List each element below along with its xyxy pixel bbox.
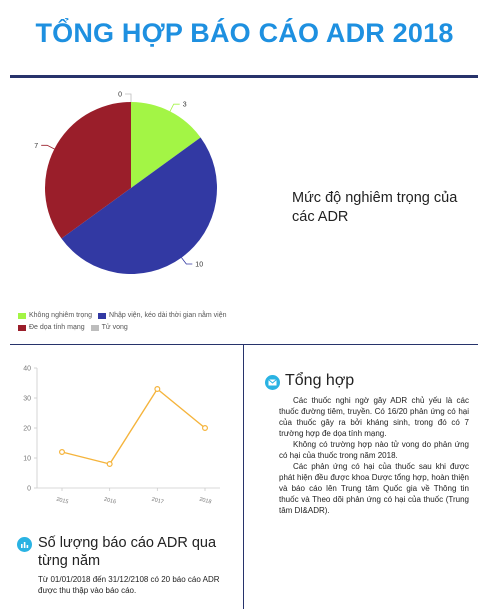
summary-heading: Tổng hợp: [285, 372, 355, 389]
legend-label: Đe dọa tính mạng: [29, 324, 85, 331]
x-tick-label: 2016: [103, 496, 117, 506]
legend-swatch: [18, 325, 26, 331]
y-tick-label: 40: [23, 365, 31, 373]
yearly-reports-line-chart: [15, 358, 235, 523]
x-tick-label: 2018: [198, 496, 212, 506]
summary-text: [279, 395, 469, 516]
data-point: [155, 387, 160, 392]
yearly-reports-text: Từ 01/01/2018 đến 31/12/2108 có 20 báo cáo ADR được thu thập vào báo cáo.: [38, 575, 220, 595]
severity-pie-chart: [0, 86, 280, 311]
legend-item: [91, 323, 128, 333]
section-divider-horizontal: [10, 344, 478, 345]
yearly-reports-heading: Số lượng báo cáo ADR qua từng năm: [38, 535, 217, 569]
title-divider: [10, 75, 478, 78]
data-point: [107, 462, 112, 467]
legend-swatch: [98, 313, 106, 319]
summary-paragraph: Không có trường hợp nào tử vong do phản ứng có hại của thuốc trong năm 2018.: [279, 440, 469, 460]
pie-value-label: 3: [182, 101, 187, 109]
pie-value-label: 0: [118, 91, 122, 99]
x-tick-label: 2015: [55, 496, 69, 506]
bar-chart-icon: [17, 537, 32, 552]
legend-swatch: [91, 325, 99, 331]
y-tick-label: 10: [23, 455, 31, 463]
report-title: TỔNG HỢP BÁO CÁO ADR 2018: [35, 18, 454, 48]
y-tick-label: 0: [27, 485, 31, 493]
data-point: [203, 426, 208, 431]
summary-paragraph: Các thuốc nghi ngờ gây ADR chủ yếu là các thuốc đường tiêm, truyền. Có 16/20 phản ứng có hại của thuốc gây ra bởi kháng sinh, trong đó có 7 trường hợp đe dọa tính mạng.: [279, 396, 469, 438]
y-tick-label: 20: [23, 425, 31, 433]
legend-item: [18, 323, 85, 333]
pie-leader-line: [182, 258, 193, 264]
pie-value-label: 7: [34, 142, 39, 150]
y-tick-label: 30: [23, 395, 31, 403]
legend-label: Nhập viện, kéo dài thời gian nằm viện: [109, 312, 227, 319]
data-point: [60, 450, 65, 455]
pie-chart-caption: Mức độ nghiêm trọng của các ADR: [292, 190, 458, 225]
pie-value-label: 10: [195, 261, 204, 269]
pie-leader-line: [125, 94, 131, 102]
x-tick-label: 2017: [150, 496, 165, 506]
legend-item: [98, 311, 226, 321]
legend-swatch: [18, 313, 26, 319]
legend-label: Không nghiêm trọng: [29, 312, 93, 319]
series-line: [62, 389, 205, 464]
legend-label: Tử vong: [101, 324, 128, 331]
envelope-icon: [265, 375, 280, 390]
summary-paragraph: Các phản ứng có hại của thuốc sau khi được phát hiện đều được khoa Dược tổng hợp, hoàn thiện và báo cáo lên Trung tâm Quốc gia về Thông tin thuốc và Theo dõi phản ứng có hại của thuốc (Trung tâm DI&ADR).: [279, 462, 469, 515]
pie-leader-line: [170, 104, 180, 111]
pie-legend: [18, 311, 268, 335]
legend-item: [18, 311, 92, 321]
pie-leader-line: [41, 145, 54, 149]
